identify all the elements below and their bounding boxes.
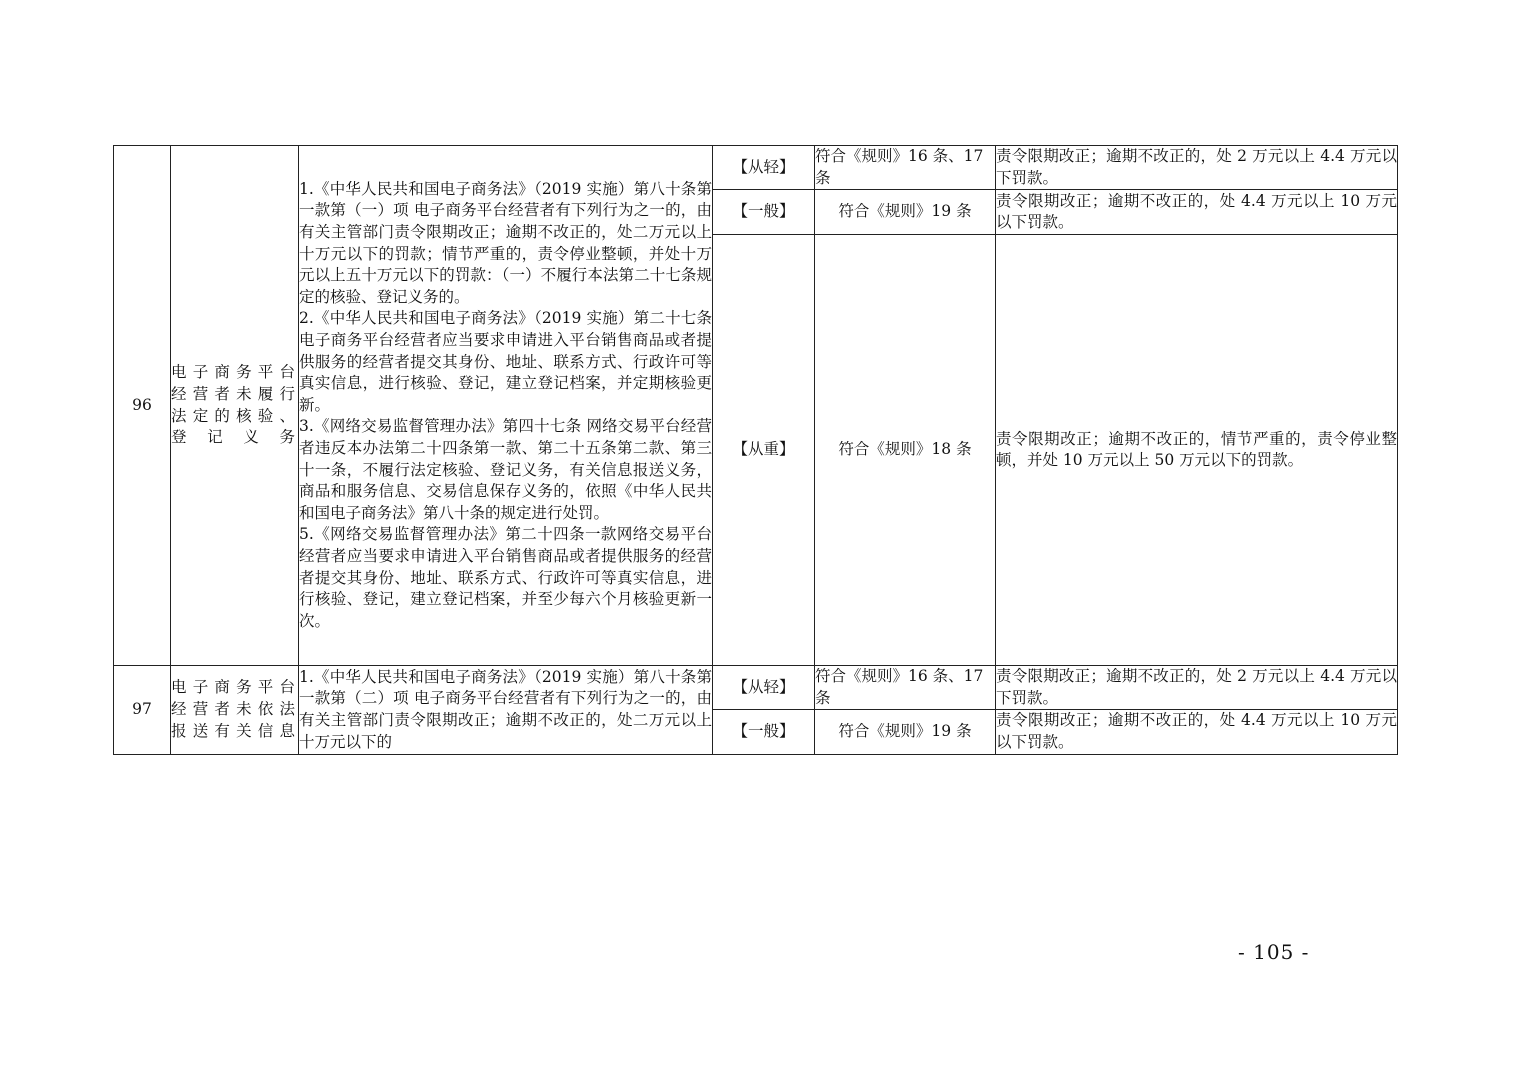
applicable-standard: 符合《规则》19 条 <box>815 710 996 754</box>
penalty-text: 责令限期改正；逾期不改正的，处 2 万元以上 4.4 万元以下罚款。 <box>996 666 1398 710</box>
legal-basis <box>299 146 713 666</box>
penalty-text: 责令限期改正；逾期不改正的，处 4.4 万元以上 10 万元以下罚款。 <box>996 710 1398 754</box>
basis-paragraph: 5.《网络交易监督管理办法》第二十四条一款网络交易平台经营者应当要求申请进入平台销售商品或者提供服务的经营者提交其身份、地址、联系方式、行政许可等真实信息，进行核验、登记，建立登记档案，并至少每六个月核验更新一次。 <box>299 525 712 630</box>
table-row <box>114 666 1398 710</box>
row-number: 97 <box>114 666 171 754</box>
page-number: - 105 - <box>1238 940 1310 964</box>
legal-basis <box>299 666 713 754</box>
penalty-text: 责令限期改正；逾期不改正的，情节严重的，责令停业整顿，并处 10 万元以上 50 万元以下的罚款。 <box>996 235 1398 666</box>
basis-paragraph: 3.《网络交易监督管理办法》第四十七条 网络交易平台经营者违反本办法第二十四条第一款、第二十五条第二款、第三十一条，不履行法定核验、登记义务，有关信息报送义务，商品和服务信息、交易信息保存义务的，依照《中华人民共和国电子商务法》第八十条的规定进行处罚。 <box>299 417 712 522</box>
discretion-level: 【一般】 <box>713 710 815 754</box>
table-row <box>114 146 1398 190</box>
basis-paragraph: 1.《中华人民共和国电子商务法》（2019 实施）第八十条第一款第（二）项 电子商务平台经营者有下列行为之一的，由有关主管部门责令限期改正；逾期不改正的，处二万元以上十万元以下的 <box>299 667 712 751</box>
row-number: 96 <box>114 146 171 666</box>
discretion-level: 【一般】 <box>713 190 815 235</box>
violation-name: 电子商务平台经营者未履行法定的核验、登记义务 <box>171 146 299 666</box>
applicable-standard: 符合《规则》19 条 <box>815 190 996 235</box>
applicable-standard: 符合《规则》18 条 <box>815 235 996 666</box>
discretion-level: 【从重】 <box>713 235 815 666</box>
discretion-level: 【从轻】 <box>713 146 815 190</box>
penalty-standards-table <box>113 145 1398 755</box>
penalty-text: 责令限期改正；逾期不改正的，处 4.4 万元以上 10 万元以下罚款。 <box>996 190 1398 235</box>
basis-paragraph: 2.《中华人民共和国电子商务法》（2019 实施）第二十七条 电子商务平台经营者应当要求申请进入平台销售商品或者提供服务的经营者提交其身份、地址、联系方式、行政许可等真实信息，进行核验、登记，建立登记档案，并定期核验更新。 <box>299 309 712 414</box>
applicable-standard: 符合《规则》16 条、17 条 <box>815 146 996 190</box>
penalty-text: 责令限期改正；逾期不改正的，处 2 万元以上 4.4 万元以下罚款。 <box>996 146 1398 190</box>
basis-paragraph: 1.《中华人民共和国电子商务法》（2019 实施）第八十条第一款第（一）项 电子商务平台经营者有下列行为之一的，由有关主管部门责令限期改正；逾期不改正的，处二万元以上十万元以下的罚款；情节严重的，责令停业整顿，并处十万元以上五十万元以下的罚款：（一）不履行本法第二十七条规定的核验、登记义务的。 <box>299 179 712 306</box>
discretion-level: 【从轻】 <box>713 666 815 710</box>
applicable-standard: 符合《规则》16 条、17 条 <box>815 666 996 710</box>
violation-name: 电子商务平台经营者未依法报送有关信息 <box>171 666 299 754</box>
